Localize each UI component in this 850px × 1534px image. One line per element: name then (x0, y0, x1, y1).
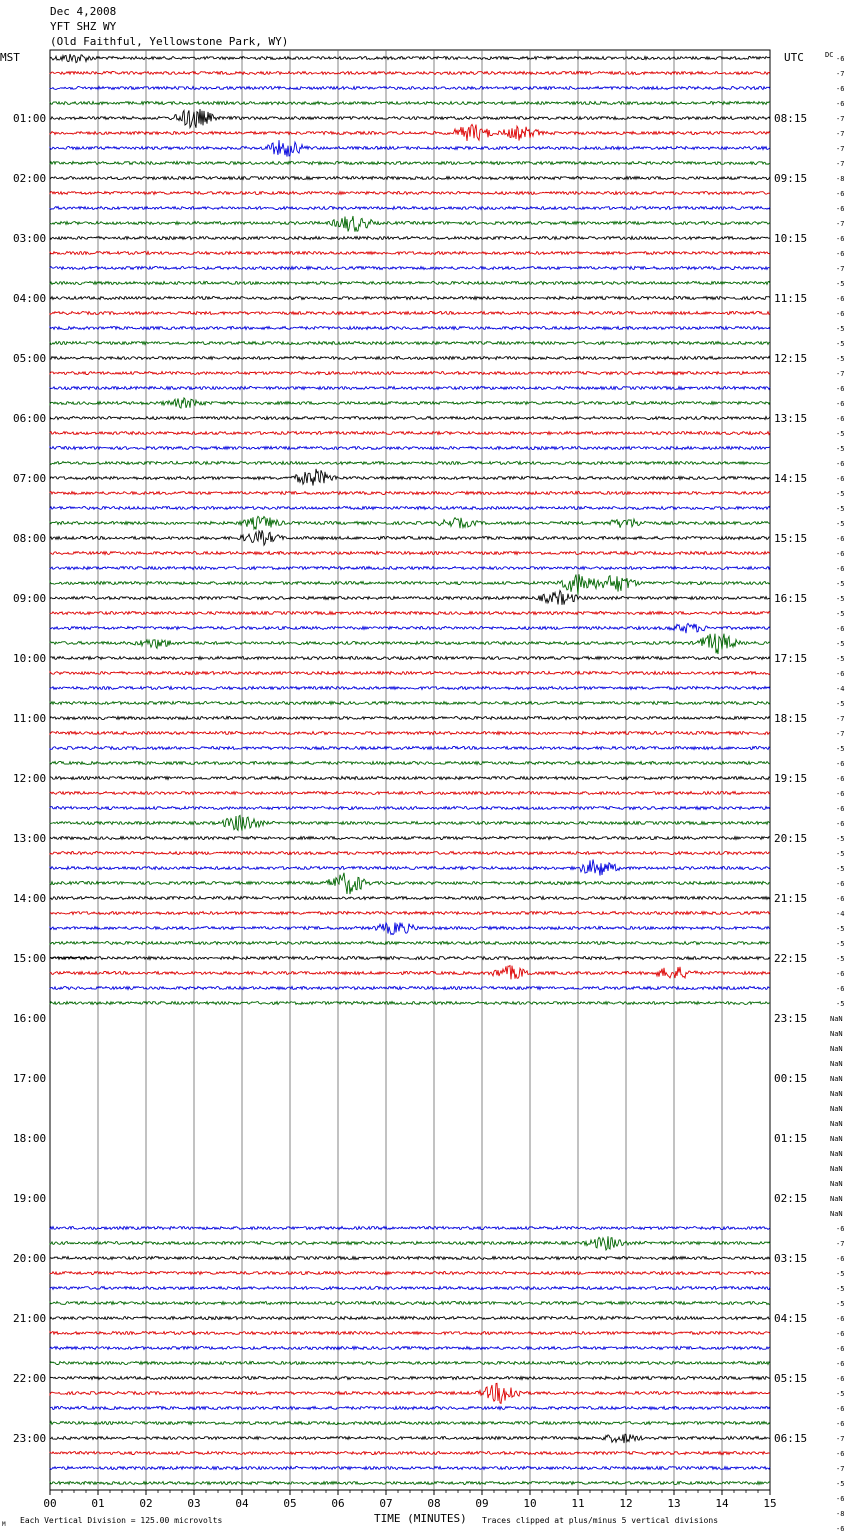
x-tick-label: 02 (139, 1497, 153, 1510)
trace-row-35 (50, 574, 770, 595)
dc-offset-label: -5 (836, 580, 845, 588)
dc-offset-label: NaN (830, 1150, 843, 1158)
utc-hour-label: 06:15 (774, 1432, 808, 1445)
dc-offset-label: -4 (836, 685, 845, 693)
x-tick-label: 13 (667, 1497, 681, 1510)
trace-row-16 (50, 297, 770, 300)
trace-row-93 (50, 1452, 770, 1455)
trace-row-44 (50, 717, 770, 720)
trace-row-58 (50, 923, 770, 935)
trace-row-92 (50, 1434, 770, 1443)
dc-offset-label: -5 (836, 595, 845, 603)
dc-offset-label: -6 (836, 1315, 845, 1323)
mst-hour-label: 20:00 (13, 1252, 47, 1265)
dc-offset-label: NaN (830, 1060, 843, 1068)
dc-offset-label: -6 (836, 820, 845, 828)
dc-offset-label: -7 (836, 160, 845, 168)
dc-offset-label: -6 (836, 790, 845, 798)
trace-row-40 (50, 657, 770, 660)
trace-row-38 (50, 623, 770, 633)
utc-hour-label: 02:15 (774, 1192, 808, 1205)
trace-row-62 (50, 987, 770, 990)
dc-offset-label: -6 (836, 670, 845, 678)
trace-row-13 (50, 252, 770, 255)
trace-row-90 (50, 1407, 770, 1410)
dc-offset-label: -5 (836, 955, 845, 963)
trace-row-17 (50, 312, 770, 315)
dc-offset-label: NaN (830, 1090, 843, 1098)
trace-row-31 (50, 516, 770, 529)
trace-row-54 (50, 860, 770, 876)
dc-offset-label: -6 (836, 625, 845, 633)
trace-row-28 (50, 469, 770, 486)
dc-offset-label: NaN (830, 1165, 843, 1173)
dc-offset-label: -7 (836, 1465, 845, 1473)
dc-offset-label: -6 (836, 1405, 845, 1413)
dc-offset-label: -5 (836, 505, 845, 513)
trace-row-29 (50, 492, 770, 495)
trace-row-12 (50, 237, 770, 240)
utc-hour-label: 11:15 (774, 292, 808, 305)
trace-row-78 (50, 1227, 770, 1230)
trace-row-53 (50, 852, 770, 855)
utc-hour-label: 04:15 (774, 1312, 808, 1325)
dc-offset-label: -6 (836, 1525, 845, 1533)
trace-row-83 (50, 1302, 770, 1305)
trace-row-23 (50, 398, 770, 408)
trace-row-36 (50, 591, 770, 605)
trace-row-2 (50, 87, 770, 90)
x-tick-label: 03 (187, 1497, 201, 1510)
dc-offset-label: NaN (830, 1075, 843, 1083)
utc-hour-label: 15:15 (774, 532, 808, 545)
trace-row-47 (50, 762, 770, 765)
trace-row-15 (50, 282, 770, 285)
trace-row-25 (50, 432, 770, 435)
utc-hour-label: 22:15 (774, 952, 808, 965)
dc-offset-label: -6 (836, 565, 845, 573)
trace-row-39 (50, 634, 770, 654)
mst-hour-label: 14:00 (13, 892, 47, 905)
dc-offset-label: -5 (836, 745, 845, 753)
dc-offset-label: -6 (836, 1255, 845, 1263)
dc-offset-label: -6 (836, 250, 845, 258)
x-axis-label: TIME (MINUTES) (374, 1512, 467, 1525)
dc-offset-label: -5 (836, 655, 845, 663)
dc-offset-label: NaN (830, 1030, 843, 1038)
clipping-note: Traces clipped at plus/minus 5 vertical divisions (482, 1516, 719, 1525)
dc-offset-label: -6 (836, 880, 845, 888)
dc-offset-label: -6 (836, 55, 845, 63)
dc-offset-label: -6 (836, 895, 845, 903)
dc-offset-label: -6 (836, 85, 845, 93)
mst-hour-label: 18:00 (13, 1132, 47, 1145)
x-tick-label: 15 (763, 1497, 777, 1510)
trace-row-45 (50, 732, 770, 735)
dc-offset-label: -5 (836, 325, 845, 333)
dc-offset-label: NaN (830, 1180, 843, 1188)
dc-offset-label: NaN (830, 1210, 843, 1218)
x-tick-label: 07 (379, 1497, 393, 1510)
left-timezone-label: MST (0, 51, 20, 64)
trace-row-8 (50, 177, 770, 180)
dc-offset-label: -6 (836, 385, 845, 393)
dc-offset-label: -6 (836, 1345, 845, 1353)
dc-offset-label: -8 (836, 1510, 845, 1518)
dc-offset-label: -6 (836, 1330, 845, 1338)
dc-offset-label: -7 (836, 70, 845, 78)
dc-offset-label: -5 (836, 925, 845, 933)
trace-row-51 (50, 815, 770, 830)
dc-offset-label: -5 (836, 355, 845, 363)
trace-row-9 (50, 192, 770, 195)
dc-offset-label: -6 (836, 190, 845, 198)
trace-row-87 (50, 1362, 770, 1365)
mst-hour-label: 08:00 (13, 532, 47, 545)
corner-mark: M (2, 1521, 6, 1528)
dc-offset-label: -5 (836, 700, 845, 708)
dc-offset-label: -6 (836, 970, 845, 978)
utc-hour-label: 23:15 (774, 1012, 808, 1025)
dc-offset-label: -6 (836, 1225, 845, 1233)
dc-offset-label: -5 (836, 865, 845, 873)
trace-row-41 (50, 672, 770, 675)
dc-offset-label: -6 (836, 1360, 845, 1368)
utc-hour-label: 05:15 (774, 1372, 808, 1385)
trace-row-26 (50, 447, 770, 450)
dc-offset-label: -5 (836, 610, 845, 618)
mst-hour-label: 21:00 (13, 1312, 47, 1325)
dc-offset-label: -5 (836, 1270, 845, 1278)
dc-offset-label: -6 (836, 100, 845, 108)
utc-hour-label: 12:15 (774, 352, 808, 365)
plot-frame (50, 50, 770, 1490)
dc-offset-label: -6 (836, 775, 845, 783)
dc-offset-label: NaN (830, 1045, 843, 1053)
mst-hour-label: 11:00 (13, 712, 47, 725)
dc-offset-label: -7 (836, 130, 845, 138)
x-tick-label: 05 (283, 1497, 297, 1510)
x-tick-label: 04 (235, 1497, 249, 1510)
dc-offset-label: NaN (830, 1105, 843, 1113)
utc-hour-label: 16:15 (774, 592, 808, 605)
dc-offset-label: NaN (830, 1135, 843, 1143)
dc-offset-label: -5 (836, 1480, 845, 1488)
trace-row-14 (50, 267, 770, 270)
dc-offset-label: -5 (836, 1390, 845, 1398)
dc-offset-label: -7 (836, 145, 845, 153)
trace-row-6 (50, 140, 770, 157)
utc-hour-label: 10:15 (774, 232, 808, 245)
trace-row-48 (50, 777, 770, 780)
x-tick-label: 00 (43, 1497, 57, 1510)
trace-row-22 (50, 387, 770, 390)
dc-offset-label: -5 (836, 490, 845, 498)
dc-offset-label: -6 (836, 415, 845, 423)
dc-offset-label: -6 (836, 985, 845, 993)
dc-offset-label: NaN (830, 1015, 843, 1023)
dc-offset-label: -6 (836, 205, 845, 213)
mst-hour-label: 12:00 (13, 772, 47, 785)
trace-row-10 (50, 207, 770, 210)
dc-offset-label: -6 (836, 1375, 845, 1383)
mst-hour-label: 09:00 (13, 592, 47, 605)
trace-row-94 (50, 1467, 770, 1470)
dc-offset-label: -8 (836, 175, 845, 183)
trace-row-32 (50, 530, 770, 545)
trace-row-60 (50, 957, 770, 960)
x-tick-label: 10 (523, 1497, 537, 1510)
dc-offset-label: -6 (836, 1450, 845, 1458)
dc-offset-label: -7 (836, 1435, 845, 1443)
dc-offset-label: -6 (836, 550, 845, 558)
trace-row-84 (50, 1317, 770, 1320)
x-tick-label: 01 (91, 1497, 105, 1510)
mst-hour-label: 16:00 (13, 1012, 47, 1025)
station-label: YFT SHZ WY (50, 20, 117, 33)
utc-hour-label: 01:15 (774, 1132, 808, 1145)
utc-hour-label: 21:15 (774, 892, 808, 905)
trace-row-88 (50, 1377, 770, 1380)
dc-offset-label: -6 (836, 535, 845, 543)
trace-row-19 (50, 342, 770, 345)
dc-offset-label: -6 (836, 475, 845, 483)
utc-hour-label: 18:15 (774, 712, 808, 725)
dc-label: DC (825, 51, 834, 59)
trace-row-52 (50, 837, 770, 840)
mst-hour-label: 17:00 (13, 1072, 47, 1085)
trace-row-79 (50, 1236, 770, 1250)
location-label: (Old Faithful, Yellowstone Park, WY) (50, 35, 289, 48)
trace-row-4 (50, 109, 770, 128)
trace-row-34 (50, 567, 770, 570)
trace-row-81 (50, 1272, 770, 1275)
trace-row-86 (50, 1347, 770, 1350)
trace-row-0 (50, 54, 770, 63)
dc-offset-label: -5 (836, 1285, 845, 1293)
dc-offset-label: -7 (836, 265, 845, 273)
trace-row-59 (50, 942, 770, 945)
trace-row-18 (50, 327, 770, 330)
mst-hour-label: 01:00 (13, 112, 47, 125)
mst-hour-label: 07:00 (13, 472, 47, 485)
trace-row-20 (50, 357, 770, 360)
mst-hour-label: 19:00 (13, 1192, 47, 1205)
trace-row-24 (50, 417, 770, 420)
dc-offset-label: -6 (836, 310, 845, 318)
utc-hour-label: 00:15 (774, 1072, 808, 1085)
utc-hour-label: 09:15 (774, 172, 808, 185)
dc-offset-label: -4 (836, 910, 845, 918)
right-timezone-label: UTC (784, 51, 804, 64)
mst-hour-label: 10:00 (13, 652, 47, 665)
trace-row-80 (50, 1257, 770, 1260)
dc-offset-label: -5 (836, 1300, 845, 1308)
trace-row-30 (50, 507, 770, 510)
trace-row-3 (50, 102, 770, 105)
dc-offset-label: -6 (836, 460, 845, 468)
dc-offset-label: NaN (830, 1120, 843, 1128)
dc-offset-label: -5 (836, 430, 845, 438)
mst-hour-label: 02:00 (13, 172, 47, 185)
utc-hour-label: 03:15 (774, 1252, 808, 1265)
trace-row-27 (50, 462, 770, 465)
mst-hour-label: 13:00 (13, 832, 47, 845)
dc-offset-label: -5 (836, 520, 845, 528)
x-tick-label: 12 (619, 1497, 633, 1510)
trace-row-55 (50, 873, 770, 894)
x-tick-label: 06 (331, 1497, 345, 1510)
mst-hour-label: 05:00 (13, 352, 47, 365)
trace-row-57 (50, 912, 770, 915)
dc-offset-label: -7 (836, 1240, 845, 1248)
trace-row-33 (50, 552, 770, 555)
utc-hour-label: 20:15 (774, 832, 808, 845)
utc-hour-label: 17:15 (774, 652, 808, 665)
dc-offset-label: -6 (836, 400, 845, 408)
mst-hour-label: 06:00 (13, 412, 47, 425)
dc-offset-label: -5 (836, 445, 845, 453)
dc-offset-label: -5 (836, 835, 845, 843)
utc-hour-label: 14:15 (774, 472, 808, 485)
dc-offset-label: -6 (836, 295, 845, 303)
trace-row-1 (50, 72, 770, 75)
trace-row-89 (50, 1383, 770, 1403)
utc-hour-label: 19:15 (774, 772, 808, 785)
trace-row-63 (50, 1002, 770, 1005)
dc-offset-label: -5 (836, 940, 845, 948)
trace-row-46 (50, 747, 770, 750)
trace-row-91 (50, 1422, 770, 1425)
x-tick-label: 11 (571, 1497, 585, 1510)
trace-row-56 (50, 897, 770, 900)
trace-row-11 (50, 216, 770, 232)
dc-offset-label: -7 (836, 115, 845, 123)
trace-row-37 (50, 612, 770, 615)
utc-hour-label: 13:15 (774, 412, 808, 425)
trace-row-61 (50, 966, 770, 980)
mst-hour-label: 23:00 (13, 1432, 47, 1445)
mst-hour-label: 03:00 (13, 232, 47, 245)
dc-offset-label: -7 (836, 370, 845, 378)
dc-offset-label: -6 (836, 805, 845, 813)
trace-row-42 (50, 687, 770, 690)
x-tick-label: 08 (427, 1497, 441, 1510)
dc-offset-label: -5 (836, 850, 845, 858)
dc-offset-label: -6 (836, 1495, 845, 1503)
trace-row-49 (50, 792, 770, 795)
vertical-division-note: Each Vertical Division = 125.00 microvolts (20, 1516, 223, 1525)
trace-row-85 (50, 1332, 770, 1335)
trace-row-82 (50, 1287, 770, 1290)
dc-offset-label: -6 (836, 235, 845, 243)
mst-hour-label: 22:00 (13, 1372, 47, 1385)
x-tick-label: 14 (715, 1497, 729, 1510)
dc-offset-label: NaN (830, 1195, 843, 1203)
trace-row-50 (50, 807, 770, 810)
x-tick-label: 09 (475, 1497, 489, 1510)
trace-row-7 (50, 162, 770, 165)
utc-hour-label: 08:15 (774, 112, 808, 125)
date-label: Dec 4,2008 (50, 5, 117, 18)
mst-hour-label: 04:00 (13, 292, 47, 305)
dc-offset-label: -5 (836, 640, 845, 648)
mst-hour-label: 15:00 (13, 952, 47, 965)
dc-offset-label: -5 (836, 280, 845, 288)
dc-offset-label: -6 (836, 760, 845, 768)
dc-offset-label: -5 (836, 1000, 845, 1008)
dc-offset-label: -7 (836, 715, 845, 723)
trace-row-5 (50, 124, 770, 140)
dc-offset-label: -5 (836, 340, 845, 348)
dc-offset-label: -6 (836, 1420, 845, 1428)
trace-row-95 (50, 1482, 770, 1485)
trace-row-43 (50, 702, 770, 705)
dc-offset-label: -7 (836, 220, 845, 228)
dc-offset-label: -7 (836, 730, 845, 738)
trace-row-21 (50, 372, 770, 375)
